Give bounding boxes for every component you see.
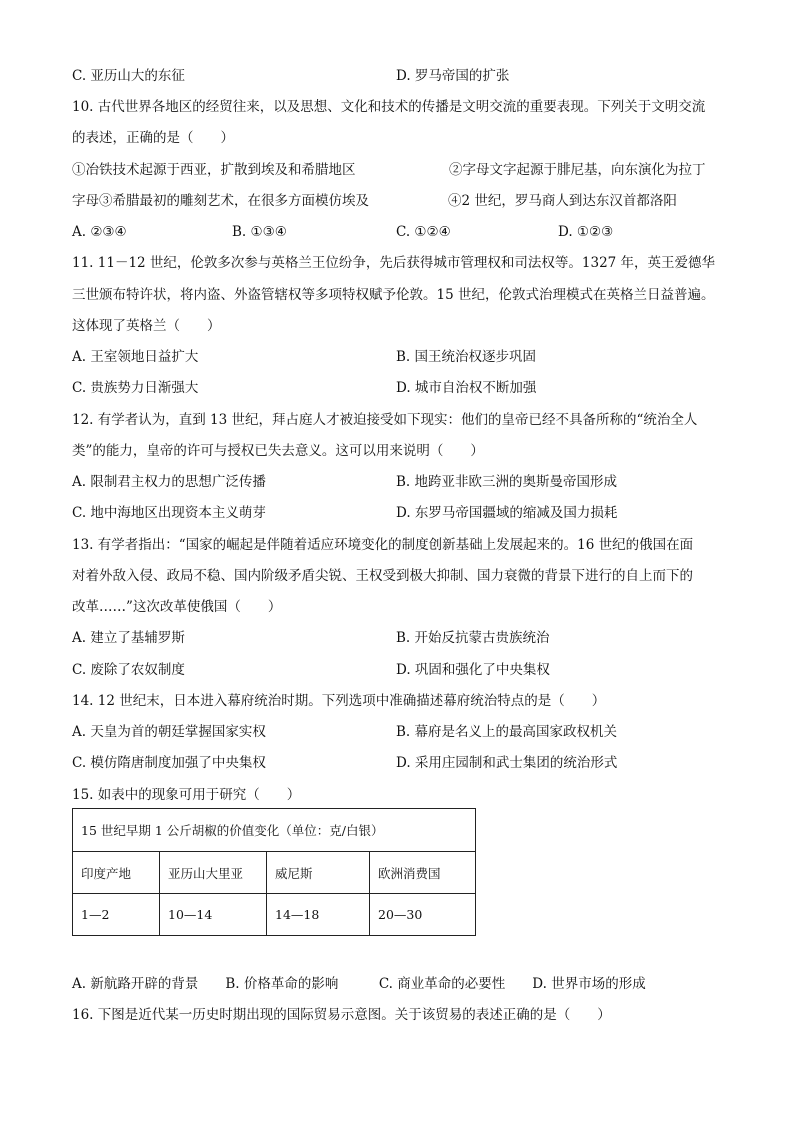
q14-option-b: B. 幕府是名义上的最高国家政权机关 — [396, 724, 618, 740]
q12-option-c: C. 地中海地区出现资本主义萌芽 — [72, 505, 266, 521]
q11-option-c: C. 贵族势力日渐强大 — [72, 380, 199, 396]
table-row — [73, 894, 476, 936]
table-header-cell: 印度产地 — [73, 852, 160, 894]
q10-stem-line-2: 的表述，正确的是（ ） — [72, 130, 234, 146]
q12-option-a: A. 限制君主权力的思想广泛传播 — [72, 474, 266, 490]
q13-option-a: A. 建立了基辅罗斯 — [72, 630, 185, 646]
q11-stem-line-2: 三世颁布特许状，将内盗、外盗管辖权等多项特权赋予伦敦。15 世纪，伦敦式治理模式在英格兰日益普遍。 — [72, 287, 715, 303]
table-header-cell: 欧洲消费国 — [370, 852, 476, 894]
q10-item-2b: 字母③希腊最初的雕刻艺术，在很多方面模仿埃及 — [72, 193, 369, 209]
q10-option-c: C. ①②④ — [396, 224, 451, 240]
q13-stem-line-3: 改革……”这次改革使俄国（ ） — [72, 599, 282, 615]
q11-option-b: B. 国王统治权逐步巩固 — [396, 349, 537, 365]
table-header-row — [73, 852, 476, 894]
q9-option-c: C. 亚历山大的东征 — [72, 68, 185, 84]
table-header-cell: 亚历山大里亚 — [160, 852, 267, 894]
q10-item-1: ①冶铁技术起源于西亚，扩散到埃及和希腊地区 — [72, 162, 356, 178]
q16-stem-line-1: 16. 下图是近代某一历史时期出现的国际贸易示意图。关于该贸易的表述正确的是（ ） — [72, 1007, 611, 1023]
q14-option-d: D. 采用庄园制和武士集团的统治形式 — [396, 755, 618, 771]
q13-stem-line-2: 对着外敌入侵、政局不稳、国内阶级矛盾尖锐、王权受到极大抑制、国力衰微的背景下进行的自上而下的 — [72, 568, 693, 584]
q12-stem-line-1: 12. 有学者认为，直到 13 世纪，拜占庭人才被迫接受如下现实：他们的皇帝已经不具备所称的“统治全人 — [72, 412, 698, 428]
q14-option-c: C. 模仿隋唐制度加强了中央集权 — [72, 755, 266, 771]
table-cell: 10—14 — [160, 894, 267, 936]
q10-item-4: ④2 世纪，罗马商人到达东汉首都洛阳 — [448, 193, 677, 209]
q10-item-2a: ②字母文字起源于腓尼基，向东演化为拉丁 — [449, 162, 706, 178]
q11-stem-line-3: 这体现了英格兰（ ） — [72, 318, 221, 334]
table-cell: 20—30 — [370, 894, 476, 936]
table-cell: 14—18 — [267, 894, 370, 936]
q13-option-c: C. 废除了农奴制度 — [72, 662, 185, 678]
q15-stem-line-1: 15. 如表中的现象可用于研究（ ） — [72, 787, 301, 803]
q13-option-d: D. 巩固和强化了中央集权 — [396, 662, 550, 678]
q13-stem-line-1: 13. 有学者指出：“国家的崛起是伴随着适应环境变化的制度创新基础上发展起来的。16 世纪的俄国在面 — [72, 537, 694, 553]
table-header-cell: 威尼斯 — [267, 852, 370, 894]
q10-option-a: A. ②③④ — [72, 224, 127, 240]
q12-option-b: B. 地跨亚非欧三洲的奥斯曼帝国形成 — [396, 474, 618, 490]
q11-option-a: A. 王室领地日益扩大 — [72, 349, 199, 365]
table-cell: 1—2 — [73, 894, 160, 936]
q12-option-d: D. 东罗马帝国疆域的缩减及国力损耗 — [396, 505, 618, 521]
table-title-row — [73, 809, 476, 852]
table-title: 15 世纪早期 1 公斤胡椒的价值变化（单位：克/白银） — [73, 809, 476, 852]
q9-option-d: D. 罗马帝国的扩张 — [396, 68, 510, 84]
pepper-price-table — [72, 808, 476, 936]
q11-option-d: D. 城市自治权不断加强 — [396, 380, 537, 396]
q10-stem-line-1: 10. 古代世界各地区的经贸往来，以及思想、文化和技术的传播是文明交流的重要表现。下列关于文明交流 — [72, 99, 706, 115]
q11-stem-line-1: 11. 11－12 世纪，伦敦多次参与英格兰王位纷争，先后获得城市管理权和司法权等。1327 年，英王爱德华 — [72, 255, 716, 271]
q10-option-d: D. ①②③ — [558, 224, 614, 240]
q13-option-b: B. 开始反抗蒙古贵族统治 — [396, 630, 550, 646]
q12-stem-line-2: 类”的能力，皇帝的许可与授权已失去意义。这可以用来说明（ ） — [72, 443, 484, 459]
q14-option-a: A. 天皇为首的朝廷掌握国家实权 — [72, 724, 266, 740]
q10-option-b: B. ①③④ — [232, 224, 287, 240]
q14-stem-line-1: 14. 12 世纪末，日本进入幕府统治时期。下列选项中准确描述幕府统治特点的是（ ） — [72, 693, 606, 709]
q15-options: A. 新航路开辟的背景 B. 价格革命的影响 C. 商业革命的必要性 D. 世界市场的形成 — [72, 976, 646, 992]
